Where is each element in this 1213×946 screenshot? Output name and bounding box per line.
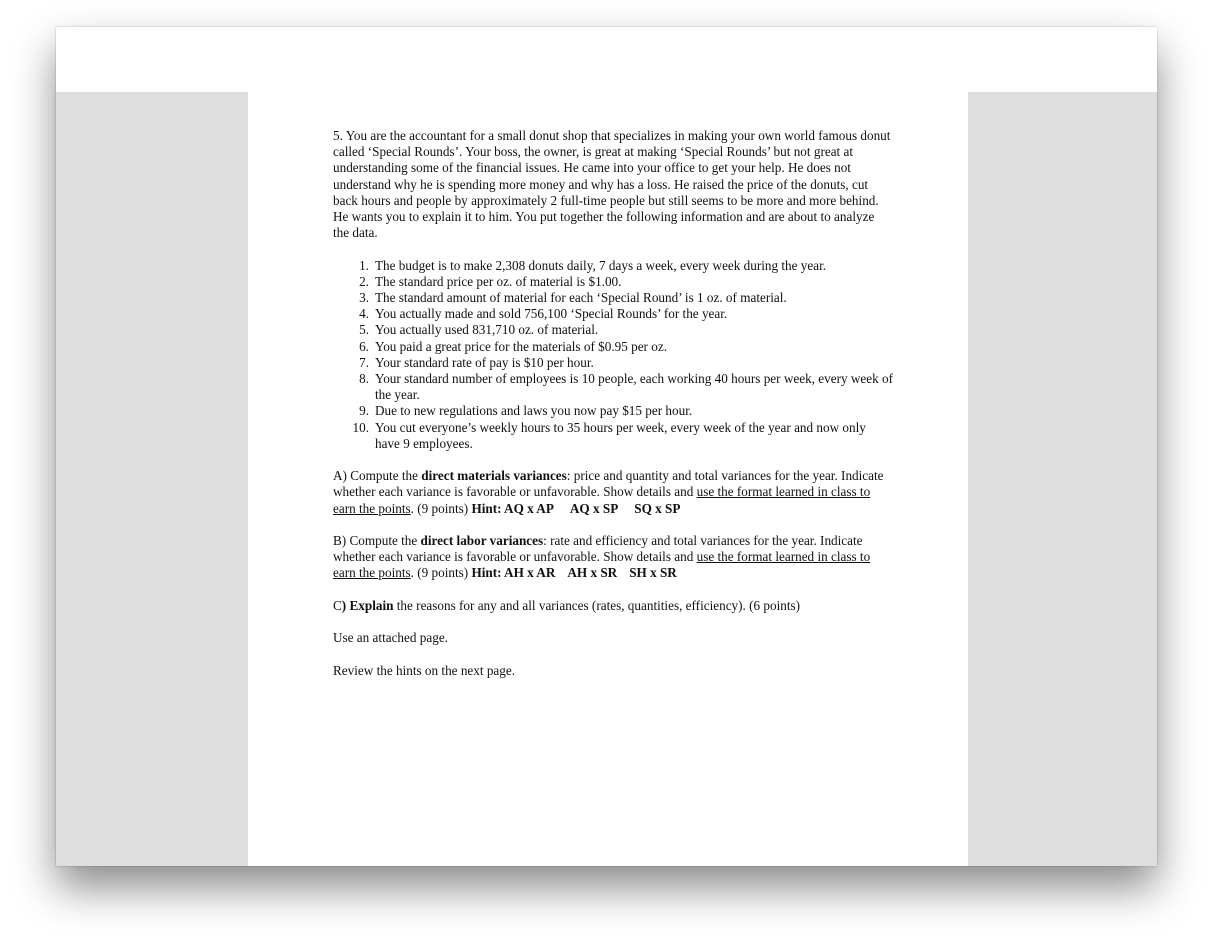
- list-item: [333, 339, 893, 355]
- part-b-paragraph: B) Compute the direct labor variances: rate and efficiency and total variances for the year. Indicate whether each variance is favorable or unfavorable. Show details and use the format learned in class to earn the points. (9 points) Hint: AH x AR AH x SR SH x SR: [333, 533, 871, 581]
- part-a-hint-3: SQ x SP: [634, 500, 681, 516]
- list-text: You actually used 831,710 oz. of material.: [375, 322, 599, 338]
- list-item: [333, 290, 893, 306]
- list-item: [333, 403, 893, 419]
- part-c-paragraph: C) Explain the reasons for any and all variances (rates, quantities, efficiency). (6 points): [333, 597, 801, 613]
- list-number: 9.: [359, 403, 369, 419]
- list-item: [333, 322, 893, 338]
- review-hints-note: Review the hints on the next page.: [333, 662, 516, 678]
- list-number: 2.: [359, 273, 369, 289]
- list-text: The budget is to make 2,308 donuts daily, 7 days a week, every week during the year.: [375, 257, 827, 273]
- list-text: You paid a great price for the materials of $0.95 per oz.: [375, 338, 667, 354]
- viewer-window: [56, 27, 1157, 866]
- part-b-hint: Hint: AH x AR: [471, 565, 556, 581]
- part-b-format-note: use the format learned in class to earn the points: [333, 549, 871, 581]
- data-list: [333, 258, 893, 452]
- list-item: [333, 420, 893, 452]
- list-text: Your standard number of employees is 10 people, each working 40 hours per week, every week of the year.: [375, 371, 893, 403]
- list-item: [333, 355, 893, 371]
- list-number: 5.: [359, 322, 369, 338]
- part-b-hint-3: SH x SR: [629, 565, 677, 581]
- part-a-hint: Hint: AQ x AP: [471, 500, 554, 516]
- list-number: 7.: [359, 354, 369, 370]
- part-a-term: direct materials variances: [421, 468, 567, 484]
- list-text: Your standard rate of pay is $10 per hour.: [375, 354, 594, 370]
- part-c-term: ) Explain: [341, 597, 394, 613]
- part-a-paragraph: A) Compute the direct materials variances: price and quantity and total variances for the year. Indicate whether each variance is favorable or unfavorable. Show details and use the format learned in class to earn the points. (9 points) Hint: AQ x AP AQ x SP SQ x SP: [333, 468, 884, 516]
- list-text: You cut everyone’s weekly hours to 35 hours per week, every week of the year and now only have 9 employees.: [375, 419, 866, 451]
- attached-page-note: Use an attached page.: [333, 630, 448, 646]
- part-a-format-note: use the format learned in class to earn the points: [333, 484, 871, 516]
- list-item: [333, 274, 893, 290]
- intro-paragraph: 5. You are the accountant for a small donut shop that specializes in making your own world famous donut called ‘Special Rounds’. Your boss, the owner, is great at making ‘Special Rounds’ but not great at understanding some of the financial issues. He came into your office to get your help. He does not understand why he is spending more money and why has a loss. He raised the price of the donuts, cut back hours and people by approximately 2 full-time people but still seems to be more and more behind. He wants you to explain it to him. You put together the following information and are about to analyze the data.: [333, 128, 891, 241]
- list-item: [333, 306, 893, 322]
- list-number: 10.: [352, 419, 369, 435]
- list-number: 1.: [359, 257, 369, 273]
- list-item: [333, 371, 893, 403]
- part-a-hint-2: AQ x SP: [569, 500, 619, 516]
- list-number: 6.: [359, 338, 369, 354]
- list-text: The standard amount of material for each ‘Special Round’ is 1 oz. of material.: [375, 290, 787, 306]
- list-number: 3.: [359, 290, 369, 306]
- list-item: [333, 258, 893, 274]
- list-text: Due to new regulations and laws you now pay $15 per hour.: [375, 403, 693, 419]
- window-toolbar: [56, 27, 1157, 92]
- part-b-term: direct labor variances: [420, 533, 544, 549]
- part-b-hint-2: AH x SR: [567, 565, 618, 581]
- list-number: 4.: [359, 306, 369, 322]
- list-text: The standard price per oz. of material is $1.00.: [375, 273, 622, 289]
- list-text: You actually made and sold 756,100 ‘Special Rounds’ for the year.: [375, 306, 728, 322]
- list-number: 8.: [359, 371, 369, 387]
- document-page: [248, 92, 968, 866]
- page-content: [333, 128, 893, 679]
